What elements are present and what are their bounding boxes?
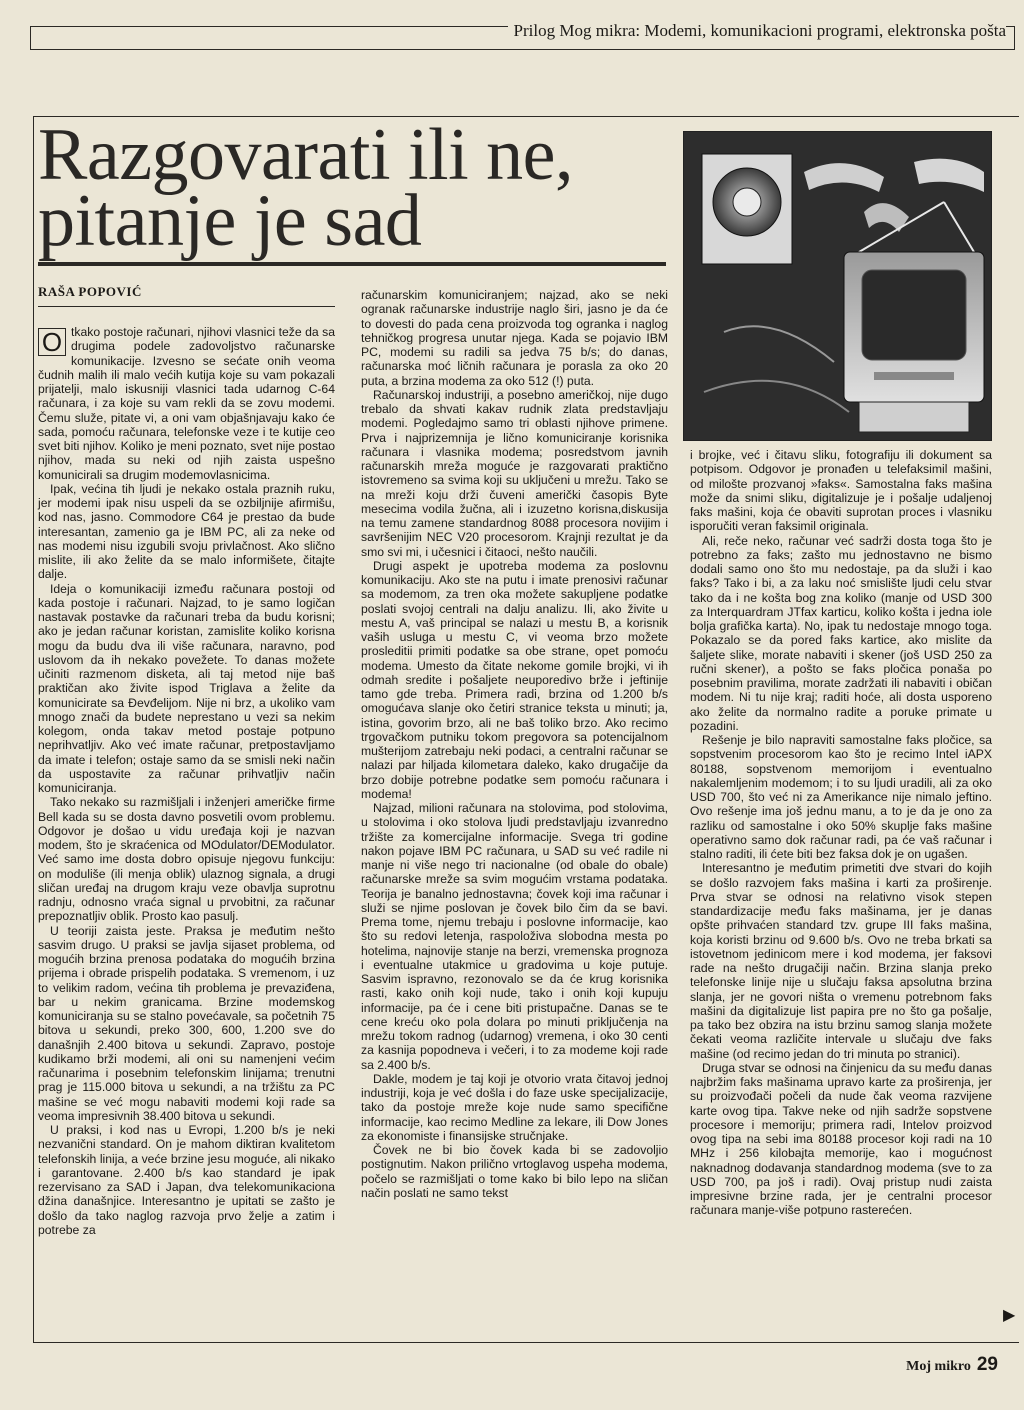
column-3 bbox=[690, 448, 992, 1218]
col3-paragraph-1: i brojke, već i čitavu sliku, fotografiju ili dokument sa potpisom. Odgovor je pronađen u telefaksimil mašini, od milošte prozvanoj »faks«. Samostalna faks mašina može da snimi sliku, digitalizuje je i pošalje udaljenoj faks mašini, koja će obaviti suprotan proces i vlasniku isporučiti veran faksimil originala. bbox=[690, 448, 992, 534]
title-rule bbox=[38, 262, 666, 266]
col2-paragraph-5: Dakle, modem je taj koji je otvorio vrata čitavoj jednoj industriji, koja je već došla i do faze uske specijalizacije, tako da postoje mreže koje nude samo specifične informacije, kao recimo Medline za lekare, ili Dow Jones za ekonomiste i finansijske stručnjake. bbox=[361, 1071, 668, 1143]
col2-paragraph-1: računarskim komuniciranjem; najzad, ako se neki ogranak računarske industrije naglo širi, jasno je da će to dovesti do pada cena proizvoda tog ogranka i naglog tehničkog progresa unutar njega. Kada se pojavio IBM PC, modemi su radili sa jedva 75 b/s; do danas, računarska moć ličnih računara je porasla za oko 20 puta, a brzina modema za oko 512 (!) puta. bbox=[361, 288, 668, 388]
author-rule bbox=[38, 306, 335, 307]
col1-paragraph-4: Tako nekako su razmišljali i inženjeri američke firme Bell kada su se dosta davno posvetili ovom problemu. Odgovor je došao u vidu uređaja koji je nazvan modem, što je skraćenica od MOdulator/DEModulator. Već samo ime dosta dobro opisuje njegovu funkciju: on moduliše (ili menja oblik) ulaznog signala, a drugi sličan uređaj na drugom kraju veze obavlja suprotnu radnju, odnosno vraća signal u prvobitni, za računar prepoznatljiv oblik. Prosto kao pasulj. bbox=[38, 795, 335, 924]
title-line-2: pitanje je sad bbox=[38, 180, 422, 262]
continue-arrow-icon: ▶ bbox=[1003, 1307, 1016, 1324]
dropcap: O bbox=[38, 328, 66, 356]
col2-paragraph-2: Računarskoj industriji, a posebno američkoj, nije dugo trebalo da shvati kakav rudnik zlata predstavljaju modemi. Pogledajmo samo tri oblasti njihove primene. Prva i najprizemnija je lično komuniciranje korisnika računara i vlasnika modema; posredstvom javnih računarskih mreža moguće je razgovarati praktično istovremeno sa svima koji su uključeni u mrežu. Tako se na mreži koju drži čuveni američki časopis Byte mesecima vodila žučna, ali i izuzetno korisna,diskusija na temu zamene standardnog 8088 procesora novijim i savršenijim NEC V20 procesorom. Krajnji rezultat je da smo svi mi, i učesnici i čitaoci, nešto naučili. bbox=[361, 387, 668, 559]
col1-paragraph-6: U praksi, i kod nas u Evropi, 1.200 b/s je neki nezvanični standard. On je mahom diktiran kvalitetom telefonskih linija, a veće brzine jesu moguće, ali nikako i garantovane. 2.400 b/s kao standard je ipak rezervisano za SAD i Japan, dva telekomunikaciona džina današnjice. Interesantno je upitati se zašto je došlo da tako naglog razvoja prvo želje a zatim i potrebe za bbox=[38, 1123, 335, 1237]
author-byline: RAŠA POPOVIĆ bbox=[38, 284, 142, 299]
col1-paragraph-1: O tkako postoje računari, njihovi vlasnici teže da sa drugima podele zadovoljstvo računarske komunikacije. Izvesno se sećate onih veoma čudnih malih ili malo većih kutija koje su vam pokazali prijatelji, malo iskusniji vlasnici tada udarnog C-64 računara, i za koje su vam rekli da se zovu modemi. Čemu služe, pitate vi, a oni vam objašnjavaju kako će sada, pomoću računara, telefonske veze i te kutije ceo svet biti njihov. Koliko je meni poznato, svet nije postao njihov, mada su neki od njih zaista uspešno komunicirali sa drugim modemovlasnicima. bbox=[38, 325, 335, 482]
column-1 bbox=[38, 325, 335, 1237]
col2-paragraph-6: Čovek ne bi bio čovek kada bi se zadovoljio postignutim. Nakon prilično vrtoglavog uspeha modema, počelo se razmišljati o tome kako bi bilo lepo na sličan način poslati ne samo tekst bbox=[361, 1143, 668, 1200]
page-number: 29 bbox=[976, 1354, 998, 1375]
col2-paragraph-4: Najzad, milioni računara na stolovima, pod stolovima, u stolovima i oko stolova ljudi predstavljaju izvanredno tržište za komercijalne informacije. Svega tri godine nakon pojave IBM PC računara, u SAD su već radile ni manje ni više nego tri nacionalne (od obale do obale) računarske mreže sa svim mogućim vrstama podataka. Teorija je banalno jednostavna; čovek koji ima računar i služi se njime poslovan je čovek bilo čim da se bavi. Prema tome, njemu trebaju i poslovne informacije, kao što su redovi letenja, raspoloživa slobodna mesta po hotelima, najnovije stanje na berzi, vremenska prognoza i eventualne utakmice u gradovima u koje putuje. Sasvim ispravno, rezonovalo se da će krug korisnika rasti, kako onih koji nude, tako i onih koji kupuju informacije, pa će i cene biti pristupačne. Danas se te cene kreću oko pola dolara po minuti priključenja na mrežu tokom radnog (udarnog) vremena, i oko 30 centi za kasnija popodneva i večeri, i to za modeme koji rade sa 2.400 b/s. bbox=[361, 801, 668, 1072]
column-2 bbox=[361, 288, 668, 1200]
col3-paragraph-2: Ali, reče neko, računar već sadrži dosta toga što je potrebno za faks; zašto mu jednostavno ne bismo dodali samo ono što mu nedostaje, pa da služi i kao faks? Tako i bi, a za laku noć smislište ljudi celu stvar tako da i ne košta bog zna koliko (manje od USD 300 za Interquardram JTfax karticu, koliko košta i jedna iole bolja grafička karta). No, ipak tu nedostaje mnogo toga. Pokazalo se da pored faks kartice, ako mislite da šaljete slike, morate nabaviti i skener (još USD 250 za ručni skener), a pošto se faks pločica ponaša po posebnim pravilima, morate zadržati ili nabaviti i običan modem. Ni tu nije kraj; raditi hoće, ali dosta usporeno ako želite da normalno radite a poruke primate u pozadini. bbox=[690, 533, 992, 733]
col1-paragraph-3: Ideja o komunikaciji između računara postoji od kada postoje i računari. Najzad, to je samo logičan nastavak postavke da računari treba da budu korisni; ako je jedan računar koristan, zamislite koliko korisna mogu da budu dva ili više računara, naravno, pod uslovom da ih nekako povežete. To danas možete učiniti razmenom disketa, ali taj metod nije baš praktičan ako živite ispod Triglava a želite da komunicirate sa Đevđelijom. Nije ni brz, a ukoliko vam mnogo znači da budete neprestano u vezi sa nekim kolegom, onda takav metod postaje potpuno neprihvatljiv. Ako već imate računar, pretpostavljamo da imate i telefon; ostaje samo da se smisli neki način da uspostavite za računar prihvatljiv način komuniciranja. bbox=[38, 581, 335, 795]
page-footer bbox=[906, 1354, 998, 1376]
col2-paragraph-3: Drugi aspekt je upotreba modema za poslovnu komunikaciju. Ako ste na putu i imate prenosivi računar sa modemom, za tren oka možete sakupljene podatke poslati svojoj centrali na dalju analizu. Ili, ako živite u mestu A, vaš principal se nalazi u mestu B, a korisnik vaših usluga u mestu C, vi veoma brzo možete prosleditii primiti podatke sa obe strane, opet pomoću modema. Umesto da čitate nekome gomile brojki, vi ih odmah sredite i pošaljete neuporedivo brže i jeftinije tamo gde treba. Primera radi, brzina od 1.200 b/s omogućava slanje oko četiri stranice teksta u minuti; ja, istina, govorim brzo, ali ne baš toliko brzo. Ako recimo trgovačkom putniku tokom pregovora sa potencijalnom mušterijom zatrebaju neki podaci, a centralni računar se nalazi par hiljada kilometara daleko, kako drugačije da brzo dobije potrebne podatke sem pomoću računara i modema! bbox=[361, 558, 668, 801]
col3-paragraph-4: Interesantno je međutim primetiti dve stvari do kojih se došlo razvojem faks mašina i karti za proširenje. Prva stvar se odnosi na relativno visok stepen standardizacije među faks mašinama, jer je danas opšte prihvaćen standard tzv. grupe III faks mašina, koja koristi brzinu od 9.600 b/s. Ovo ne treba brkati sa istovetnom jedinicom mere i kod modema, jer faksovi rade na nešto drugačiji način. Brzina slanja preko telefonske linije nije u slučaju faksa apsolutna brzina slanja, jer ne govori ništa o vremenu potrebnom faks mašini da digitalizuje list papira pre no što ga pošalje, pa tako bez obzira na istu brzinu samog slanja možete čekati veoma različite intervale u slučaju dve faks mašine (od recimo jedan do tri minuta po stranici). bbox=[690, 861, 992, 1061]
title-line-1: Razgovarati ili ne, bbox=[38, 114, 574, 196]
col3-paragraph-5: Druga stvar se odnosi na činjenicu da su među danas najbržim faks mašinama upravo karte za proširenja, jer su proizvođači počeli da nude čak veoma razvijene karte ovog tipa. Takve neke od njih sadrže sopstvene procesore i memoriju; primera radi, Intelov proizvod ovog tipa na sebi ima 80188 procesor koji radi na 10 MHz i 256 kilobajta memorije, kao i mogućnost naknadnog dodavanja standardnog modema (sve to za USD 700, pa još i radi). Ovaj pristup nudi zaista impresivne brzine rada, jer je centralni procesor računara manje-više potpuno rasterećen. bbox=[690, 1060, 992, 1218]
article-photo bbox=[683, 131, 992, 441]
col3-paragraph-3: Rešenje je bilo napraviti samostalne faks pločice, sa sopstvenim procesorom kao što je recimo Intel iAPX 80188, sopstvenom memorijom i eventualno nakalemljenim modemom; i to su ljudi uradili, ali za oko USD 700, što već ni za Amerikance nije nimalo jeftino. Ovo rešenje ima još jednu manu, a to je da je ono za razliku od samostalne i oko 50% skuplje faks mašine operativno samo dok računar radi, pa će vaš računar i stalno raditi, ili ćete biti bez faksa dok je on ugašen. bbox=[690, 733, 992, 861]
article-title bbox=[38, 114, 668, 262]
col1-paragraph-2: Ipak, većina tih ljudi je nekako ostala praznih ruku, jer modemi ipak nisu uspeli da se ozbiljnije afirmišu, kod nas, jasno. Commodore C64 je prestao da bude interesantan, zamenio ga je IBM PC, ali za neke od nas modemi nisu izgubili svoju privlačnost. Ako slično mislite, ili ako želite da se malo informišete, čitajte dalje. bbox=[38, 481, 335, 582]
photo-illustration bbox=[684, 132, 991, 440]
footer-magazine-name: Moj mikro bbox=[906, 1359, 971, 1374]
running-header: Prilog Mog mikra: Modemi, komunikacioni programi, elektronska pošta bbox=[30, 26, 1015, 50]
col1-paragraph-5: U teoriji zaista jeste. Praksa je međutim nešto sasvim drugo. U praksi se javlja sijaset problema, od mogućih brzina prenosa podataka do mogućih brzina prijema i obrade prispelih podataka. S vremenom, i uz to velikim radom, većina tih problema je prevaziđena, bar u nekim granicama. Brzine modemskog komuniciranja su se stalno povećavale, sa početnih 75 bitova u sekundi, preko 300, 600, 1.200 sve do današnjih 2.400 bitova u sekundi. Zapravo, postoje kudikamo brži modemi, ali oni su namenjeni većim računarima i posebnim telefonskim linijama; trenutni prag je 115.000 bitova u sekundi, a na tržištu za PC mašine se već mogu nabaviti modemi koji rade sa veoma impresivnih 38.400 bitova u sekundi. bbox=[38, 923, 335, 1123]
